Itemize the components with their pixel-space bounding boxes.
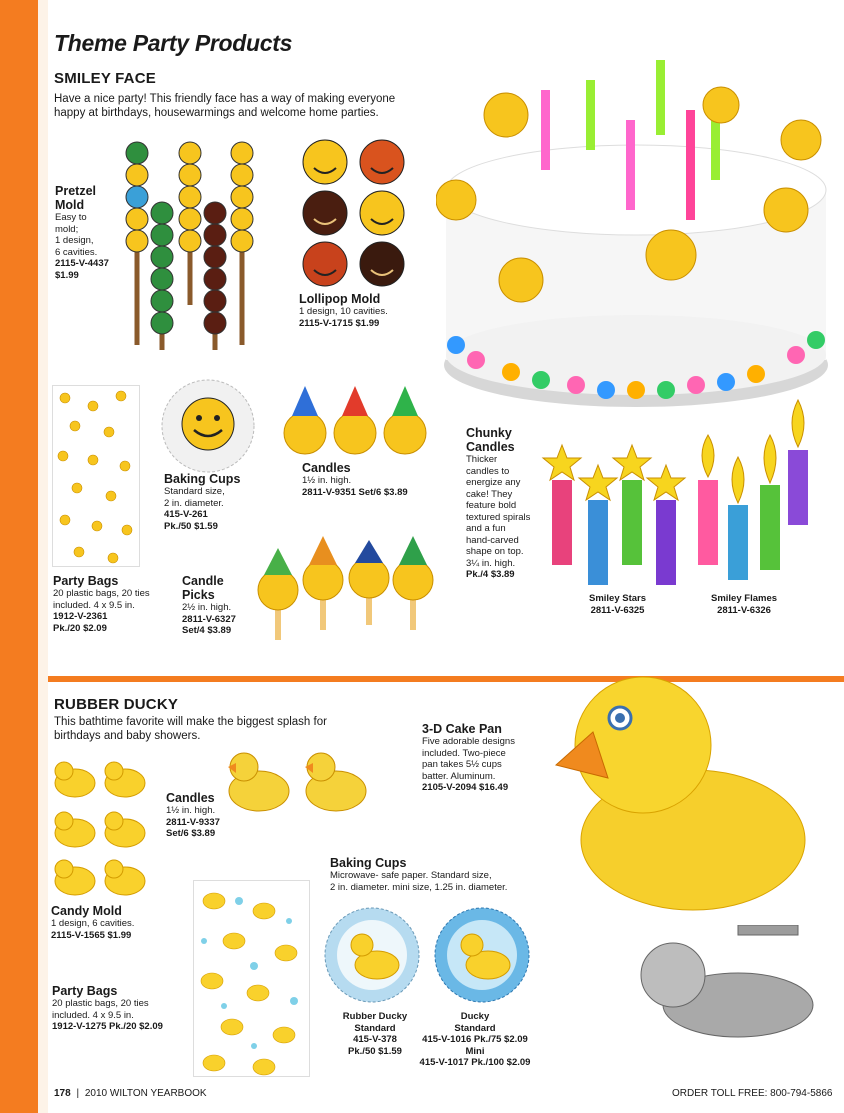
- smiley-stars-info: [589, 593, 646, 616]
- smiley-candles-info: [302, 461, 408, 498]
- ducky-intro-line-1: This bathtime favorite will make the biggest splash for: [54, 716, 327, 728]
- baking-cup-smiley-image: [160, 378, 256, 474]
- ducky-candles-info: [166, 791, 220, 840]
- chunky-desc: feature bold: [466, 500, 517, 511]
- chunky-name-2: Candles: [466, 440, 515, 454]
- smiley-candles-desc: 1½ in. high.: [302, 475, 352, 486]
- party-bags-code: 1912-V-2361: [53, 611, 108, 622]
- page-title: Theme Party Products: [54, 30, 293, 56]
- smiley-flames-code: 2811-V-6326: [717, 604, 771, 616]
- duck-cake-image: [548, 660, 810, 922]
- chunky-desc: 3¼ in. high.: [466, 557, 516, 569]
- cake-pan-desc: pan takes 5½ cups: [422, 759, 502, 770]
- ducky-cup-mini: Mini: [465, 1045, 485, 1057]
- baking-cups-ducky-info: [330, 856, 507, 893]
- ducky-candles-code: 2811-V-9337: [166, 816, 220, 828]
- chunky-desc: candles to: [466, 465, 510, 477]
- pretzel-mold-info: [55, 184, 109, 281]
- cake-pan-info: [422, 722, 515, 794]
- ducky-candles-price: Set/6 $3.89: [166, 828, 216, 839]
- smiley-intro-line-2: happy at birthdays, housewarmings and welcome home parties.: [54, 107, 379, 119]
- smiley-candles-name: Candles: [302, 461, 351, 475]
- cake-pan-desc: included. Two-piece: [422, 747, 506, 759]
- rubber-cup-code: 415-V-378: [353, 1034, 397, 1045]
- candle-picks-code: 2811-V-6327: [182, 613, 236, 625]
- page-gutter: [38, 0, 48, 1113]
- party-bags-ducky-desc: included. 4 x 9.5 in.: [52, 1009, 134, 1021]
- chunky-desc: shape on top.: [466, 546, 524, 557]
- ducky-intro-line-2: birthdays and baby showers.: [54, 730, 201, 742]
- candy-mold-info: [51, 904, 134, 941]
- baking-cups-desc: 2 in. diameter.: [164, 497, 224, 509]
- lollipop-mold-image: [298, 138, 410, 288]
- pretzel-name-1: Pretzel: [55, 184, 96, 198]
- order-toll-free: ORDER TOLL FREE: 800-794-5866: [672, 1088, 833, 1099]
- pretzel-desc: 6 cavities.: [55, 246, 98, 258]
- smiley-intro: [54, 92, 395, 120]
- party-bags-ducky-desc: 20 plastic bags, 20 ties: [52, 998, 149, 1009]
- ducky-cup-name-2: Standard: [454, 1022, 496, 1034]
- smiley-candles-image: [280, 378, 430, 458]
- smiley-heading: SMILEY FACE: [54, 70, 156, 87]
- baking-cups-name: Baking Cups: [164, 472, 241, 486]
- candy-mold-image: [50, 755, 155, 900]
- pretzel-price: $1.99: [55, 269, 79, 281]
- chunky-desc: energize any: [466, 477, 521, 488]
- party-bag-smiley-image: [52, 385, 140, 567]
- lollipop-code: 2115-V-1715 $1.99: [299, 317, 380, 329]
- ducky-baking-cups-image: [322, 905, 534, 1005]
- smiley-flames-info: [711, 593, 777, 616]
- cake-pan-desc: batter. Aluminum.: [422, 770, 496, 782]
- chunky-price: Pk./4 $3.89: [466, 569, 515, 580]
- party-bags-smiley-info: [53, 574, 150, 634]
- baking-cups-ducky-name: Baking Cups: [330, 856, 407, 870]
- candle-picks-desc: 2½ in. high.: [182, 602, 232, 613]
- candy-mold-name: Candy Mold: [51, 904, 122, 918]
- baking-cups-smiley-info: [164, 472, 240, 532]
- baking-cups-ducky-desc: 2 in. diameter. mini size, 1.25 in. diameter.: [330, 881, 508, 893]
- footer-left: [54, 1088, 207, 1099]
- baking-cups-desc: Standard size,: [164, 486, 225, 497]
- ducky-cup-name-1: Ducky: [460, 1011, 490, 1022]
- candle-picks-name-1: Candle: [182, 574, 224, 588]
- pretzel-mold-image: [112, 135, 272, 350]
- smiley-flames-name: Smiley Flames: [711, 593, 778, 604]
- lollipop-desc: 1 design, 10 cavities.: [299, 306, 388, 317]
- candle-picks-price: Set/4 $3.89: [182, 625, 232, 636]
- party-bags-ducky-info: [52, 984, 163, 1033]
- baking-cups-ducky-desc: Microwave- safe paper. Standard size,: [330, 870, 492, 881]
- rubber-ducky-cup-info: [336, 1011, 414, 1057]
- ducky-candles-desc: 1½ in. high.: [166, 805, 216, 816]
- ducky-cup-mini-code: 415-V-1017 Pk./100 $2.09: [419, 1057, 531, 1068]
- candle-picks-image: [250, 530, 440, 645]
- ducky-candles-name: Candles: [166, 791, 215, 805]
- smiley-candles-code: 2811-V-9351 Set/6 $3.89: [302, 486, 408, 498]
- smiley-cake-image: [436, 60, 834, 410]
- page-number: 178: [54, 1088, 71, 1099]
- smiley-intro-line-1: Have a nice party! This friendly face has a way of making everyone: [54, 93, 396, 105]
- lollipop-mold-info: [299, 292, 388, 329]
- pretzel-code: 2115-V-4437: [55, 258, 109, 269]
- party-bags-price: Pk./20 $2.09: [53, 622, 107, 634]
- smiley-stars-name: Smiley Stars: [589, 593, 647, 604]
- footer-separator: |: [76, 1088, 80, 1099]
- ducky-intro: [54, 715, 327, 743]
- candy-mold-code: 2115-V-1565 $1.99: [51, 929, 132, 941]
- candle-picks-name-2: Picks: [182, 588, 215, 602]
- cake-pan-desc: Five adorable designs: [422, 736, 515, 747]
- pretzel-desc: mold;: [55, 223, 79, 235]
- ducky-candles-image: [224, 745, 374, 815]
- pretzel-name-2: Mold: [55, 198, 85, 212]
- chunky-name-1: Chunky: [466, 426, 512, 440]
- candle-picks-info: [182, 574, 236, 637]
- chunky-desc: hand-carved: [466, 534, 519, 546]
- chunky-candles-image: [540, 395, 815, 595]
- cake-pan-code: 2105-V-2094 $16.49: [422, 782, 509, 793]
- baking-cups-code: 415-V-261: [164, 509, 208, 520]
- rubber-cup-price: Pk./50 $1.59: [348, 1045, 402, 1057]
- ducky-cup-info: [414, 1011, 536, 1069]
- baking-cups-price: Pk./50 $1.59: [164, 520, 218, 532]
- ducky-cup-code: 415-V-1016 Pk./75 $2.09: [422, 1034, 528, 1045]
- chunky-desc: and a fun: [466, 523, 506, 534]
- rubber-cup-name-1: Rubber Ducky: [342, 1011, 408, 1022]
- candy-mold-desc: 1 design, 6 cavities.: [51, 918, 135, 929]
- party-bags-desc: included. 4 x 9.5 in.: [53, 599, 135, 611]
- rubber-cup-name-2: Standard: [354, 1022, 396, 1034]
- chunky-desc: cake! They: [466, 488, 513, 500]
- party-bag-ducky-image: [193, 880, 310, 1077]
- book-title: 2010 WILTON YEARBOOK: [84, 1088, 207, 1099]
- duck-pan-image: [628, 925, 818, 1045]
- chunky-desc: textured spirals: [466, 511, 531, 523]
- party-bags-ducky-code: 1912-V-1275 Pk./20 $2.09: [52, 1021, 163, 1032]
- chunky-candles-info: [466, 426, 530, 581]
- smiley-stars-code: 2811-V-6325: [590, 604, 645, 616]
- ducky-heading: RUBBER DUCKY: [54, 696, 179, 713]
- cake-pan-name: 3-D Cake Pan: [422, 722, 502, 736]
- lollipop-name: Lollipop Mold: [299, 292, 381, 306]
- pretzel-desc: Easy to: [55, 212, 87, 223]
- page-edge-bar: [0, 0, 38, 1113]
- pretzel-desc: 1 design,: [55, 235, 94, 246]
- party-bags-ducky-name: Party Bags: [52, 984, 118, 998]
- party-bags-name: Party Bags: [53, 574, 119, 588]
- chunky-desc: Thicker: [466, 454, 498, 465]
- party-bags-desc: 20 plastic bags, 20 ties: [53, 588, 150, 599]
